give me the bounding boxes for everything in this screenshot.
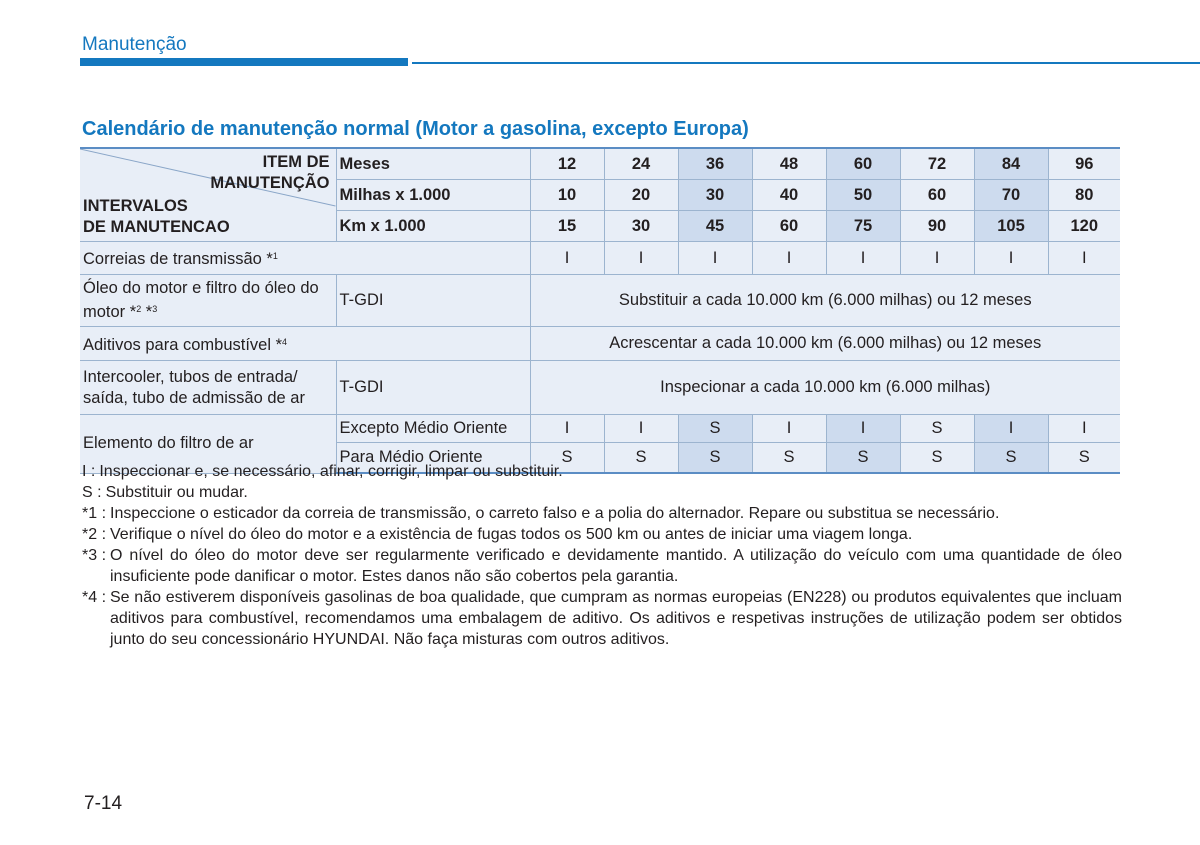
interval-value: 75 <box>826 211 900 242</box>
schedule-row <box>80 242 1120 275</box>
interval-value: 30 <box>678 180 752 211</box>
header-bar-thin <box>412 62 1200 64</box>
interval-value: 30 <box>604 211 678 242</box>
interval-row <box>80 148 1120 180</box>
footnote <box>82 461 1122 482</box>
schedule-cell: S <box>678 415 752 443</box>
schedule-cell: S <box>530 443 604 474</box>
interval-value: 90 <box>900 211 974 242</box>
footnote <box>82 524 1122 545</box>
item-variant: T-GDI <box>336 275 530 327</box>
footnote <box>82 482 1122 503</box>
item-name-text: Elemento do filtro de ar <box>83 434 254 453</box>
footnote <box>82 587 1122 650</box>
schedule-row <box>80 415 1120 443</box>
item-name <box>80 361 336 415</box>
interval-value: 60 <box>900 180 974 211</box>
interval-value: 12 <box>530 148 604 180</box>
footnote-ref: 3 <box>152 304 158 314</box>
schedule-cell: I <box>1048 415 1120 443</box>
interval-value: 80 <box>1048 180 1120 211</box>
interval-label: Km x 1.000 <box>336 211 530 242</box>
interval-value: 24 <box>604 148 678 180</box>
interval-value: 72 <box>900 148 974 180</box>
table-body <box>80 148 1120 473</box>
schedule-row <box>80 275 1120 327</box>
item-name: Aditivos para combustível *$^4$ <box>80 327 530 361</box>
footnote-text: Inspeccione o esticador da correia de transmissão, o carreto falso e a polia do alternador. Repare ou substitua se necessário. <box>110 505 1000 522</box>
schedule-cell: S <box>678 443 752 474</box>
interval-value: 50 <box>826 180 900 211</box>
schedule-cell: I <box>1048 242 1120 275</box>
interval-value: 20 <box>604 180 678 211</box>
schedule-instruction: Substituir a cada 10.000 km (6.000 milhas) ou 12 meses <box>530 275 1120 327</box>
interval-value: 96 <box>1048 148 1120 180</box>
footnote-text: Substituir ou mudar. <box>105 484 248 501</box>
interval-value: 120 <box>1048 211 1120 242</box>
footnotes <box>82 461 1122 650</box>
schedule-row <box>80 361 1120 415</box>
interval-value: 10 <box>530 180 604 211</box>
schedule-cell: I <box>974 242 1048 275</box>
footnote-text: Se não estiverem disponíveis gasolinas de boa qualidade, que cumpram as normas europeias (EN228) ou produtos equivalentes que incluam aditivos para combustível, recomendamos uma embalagem de aditivo. Os aditivos e respetivas instruções de utilização podem ser obtidos junto do seu concessionário HYUNDAI. Não faça misturas com outros aditivos. <box>110 589 1122 648</box>
schedule-cell: I <box>974 415 1048 443</box>
item-name-text: Aditivos para combustível <box>83 335 272 354</box>
footnote-ref: 1 <box>272 251 278 261</box>
footnote-text: Verifique o nível do óleo do motor e a existência de fugas todos os 500 km ou antes de iniciar uma viagem longa. <box>110 526 913 543</box>
header-bar-thick <box>80 58 408 66</box>
interval-value: 105 <box>974 211 1048 242</box>
item-name-text: Óleo do motor e filtro do óleo do motor <box>83 279 319 321</box>
footnote <box>82 503 1122 524</box>
schedule-cell: S <box>1048 443 1120 474</box>
schedule-cell: I <box>900 242 974 275</box>
schedule-cell: S <box>974 443 1048 474</box>
section-header: Manutenção <box>82 34 187 55</box>
schedule-cell: I <box>826 415 900 443</box>
schedule-cell: S <box>900 443 974 474</box>
page-title: Calendário de manutenção normal (Motor a gasolina, excepto Europa) <box>82 118 749 140</box>
interval-value: 70 <box>974 180 1048 211</box>
item-variant: Excepto Médio Oriente <box>336 415 530 443</box>
item-name-text: Intercooler, tubos de entrada/ saída, tubo de admissão de ar <box>83 367 305 407</box>
interval-label: Milhas x 1.000 <box>336 180 530 211</box>
item-name-text: Correias de transmissão <box>83 250 262 268</box>
item-variant: T-GDI <box>336 361 530 415</box>
footnote-key: S : <box>82 484 102 501</box>
interval-label: Meses <box>336 148 530 180</box>
interval-value: 48 <box>752 148 826 180</box>
schedule-cell: S <box>826 443 900 474</box>
schedule-cell: I <box>752 415 826 443</box>
interval-value: 36 <box>678 148 752 180</box>
footnote-key: I : <box>82 463 96 480</box>
interval-value: 84 <box>974 148 1048 180</box>
interval-value: 60 <box>752 211 826 242</box>
interval-value: 40 <box>752 180 826 211</box>
schedule-cell: I <box>530 415 604 443</box>
schedule-cell: S <box>900 415 974 443</box>
footnote-key: *2 : <box>82 526 107 543</box>
interval-value: 60 <box>826 148 900 180</box>
header-diagonal-cell <box>80 148 336 242</box>
schedule-cell: S <box>752 443 826 474</box>
item-variant: Para Médio Oriente <box>336 443 530 474</box>
schedule-cell: I <box>826 242 900 275</box>
schedule-cell: I <box>604 242 678 275</box>
footnote-key: *4 : <box>82 589 107 606</box>
schedule-cell: I <box>604 415 678 443</box>
schedule-cell: I <box>530 242 604 275</box>
footnote-key: *1 : <box>82 505 107 522</box>
footnote-key: *3 : <box>82 547 107 564</box>
interval-value: 45 <box>678 211 752 242</box>
page-number: 7-14 <box>84 793 123 814</box>
footnote-text: Inspeccionar e, se necessário, afinar, corrigir, limpar ou substituir. <box>99 463 563 480</box>
maintenance-schedule-table <box>80 147 1120 474</box>
footnote <box>82 545 1122 587</box>
item-name: Óleo do motor e filtro do óleo do motor *$^2$ *$^3$ <box>80 275 336 327</box>
item-header-label: ITEM DE MANUTENÇÃO <box>210 153 330 192</box>
interval-value: 15 <box>530 211 604 242</box>
schedule-instruction: Acrescentar a cada 10.000 km (6.000 milhas) ou 12 meses <box>530 327 1120 361</box>
footnote-text: O nível do óleo do motor deve ser regularmente verificado e devidamente mantido. A utilização do veículo com uma quantidade de óleo insuficiente pode danificar o motor. Estes danos não são cobertos pela garantia. <box>110 547 1122 585</box>
intervals-header-label: INTERVALOS DE MANUTENCAO <box>83 197 230 236</box>
footnote-ref: 4 <box>282 336 288 347</box>
schedule-instruction: Inspecionar a cada 10.000 km (6.000 milhas) <box>530 361 1120 415</box>
schedule-cell: I <box>752 242 826 275</box>
item-name: Correias de transmissão *$^1$ <box>80 242 530 275</box>
footnote-ref: 2 <box>136 304 142 314</box>
schedule-cell: S <box>604 443 678 474</box>
schedule-cell: I <box>678 242 752 275</box>
schedule-row <box>80 327 1120 361</box>
